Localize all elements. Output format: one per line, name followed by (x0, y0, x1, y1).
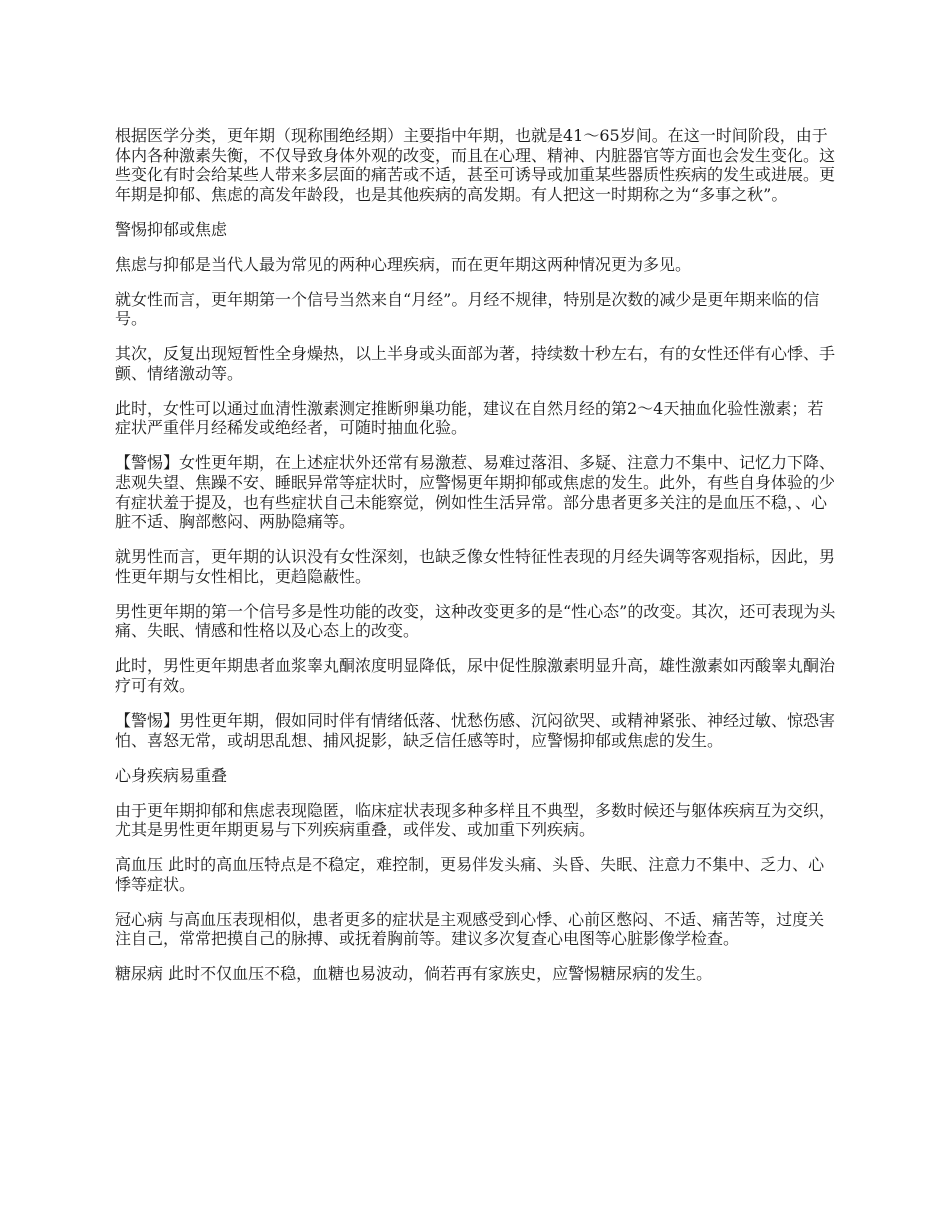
paragraph: 其次，反复出现短暂性全身燥热，以上半身或头面部为著，持续数十秒左右，有的女性还伴有心悸、手颤、情绪激动等。 (115, 344, 836, 383)
paragraph-hypertension: 高血压 此时的高血压特点是不稳定，难控制，更易伴发头痛、头昏、失眠、注意力不集中、乏力、心悸等症状。 (115, 855, 825, 894)
paragraph: 由于更年期抑郁和焦虑表现隐匿，临床症状表现多种多样且不典型，多数时候还与躯体疾病互为交织，尤其是男性更年期更易与下列疾病重叠，或伴发、或加重下列疾病。 (115, 800, 836, 840)
section-heading-psychosomatic: 心身疾病易重叠 (115, 765, 228, 785)
paragraph: 此时，男性更年期患者血浆睾丸酮浓度明显降低，尿中促性腺激素明显升高，雄性激素如丙酸睾丸酮治疗可有效。 (115, 656, 836, 695)
paragraph-diabetes: 糖尿病 此时不仅血压不稳，血糖也易波动，倘若再有家族史，应警惕糖尿病的发生。 (115, 964, 713, 984)
paragraph: 男性更年期的第一个信号多是性功能的改变，这种改变更多的是“性心态”的改变。其次，还可表现为头痛、失眠、情感和性格以及心态上的改变。 (115, 601, 836, 641)
paragraph: 此时，女性可以通过血清性激素测定推断卵巢功能，建议在自然月经的第2～4天抽血化验性激素；若症状严重伴月经稀发或绝经者，可随时抽血化验。 (115, 398, 824, 438)
paragraph-coronary-heart-disease: 冠心病 与高血压表现相似，患者更多的症状是主观感受到心悸、心前区憋闷、不适、痛苦等，过度关注自己，常常把摸自己的脉搏、或抚着胸前等。建议多次复查心电图等心脏影像学检查。 (115, 909, 825, 949)
paragraph: 焦虑与抑郁是当代人最为常见的两种心理疾病，而在更年期这两种情况更为多见。 (115, 254, 692, 274)
paragraph-intro: 根据医学分类，更年期（现称围绝经期）主要指中年期，也就是41～65岁间。在这一时间阶段，由于体内各种激素失衡，不仅导致身体外观的改变，而且在心理、精神、内脏器官等方面也会发生变化。这些变化有时会给某些人带来多层面的痛苦或不适，甚至可诱导或加重某些器质性疾病的发生或进展。更年期是抑郁、焦虑的高发年龄段，也是其他疾病的高发期。有人把这一时期称之为“多事之秋”。 (115, 126, 836, 204)
paragraph-warning-male: 【警惕】男性更年期，假如同时伴有情绪低落、忧愁伤感、沉闷欲哭、或精神紧张、神经过敏、惊恐害怕、喜怒无常，或胡思乱想、捕风捉影，缺乏信任感等时，应警惕抑郁或焦虑的发生。 (115, 710, 836, 750)
paragraph: 就男性而言，更年期的认识没有女性深刻，也缺乏像女性特征性表现的月经失调等客观指标，因此，男性更年期与女性相比，更趋隐蔽性。 (115, 547, 836, 586)
section-heading-depression-anxiety: 警惕抑郁或焦虑 (115, 219, 228, 239)
document-body (115, 126, 837, 999)
paragraph-warning-female: 【警惕】女性更年期，在上述症状外还常有易激惹、易难过落泪、多疑、注意力不集中、记忆力下降、悲观失望、焦躁不安、睡眠异常等症状时，应警惕更年期抑郁或焦虑的发生。此外，有些自身体验的少有症状羞于提及，也有些症状自己未能察觉，例如性生活异常。部分患者更多关注的是血压不稳，、心脏不适、胸部憋闷、两胁隐痛等。 (115, 453, 836, 532)
paragraph: 就女性而言，更年期第一个信号当然来自“月经”。月经不规律，特别是次数的减少是更年期来临的信号。 (115, 289, 820, 329)
